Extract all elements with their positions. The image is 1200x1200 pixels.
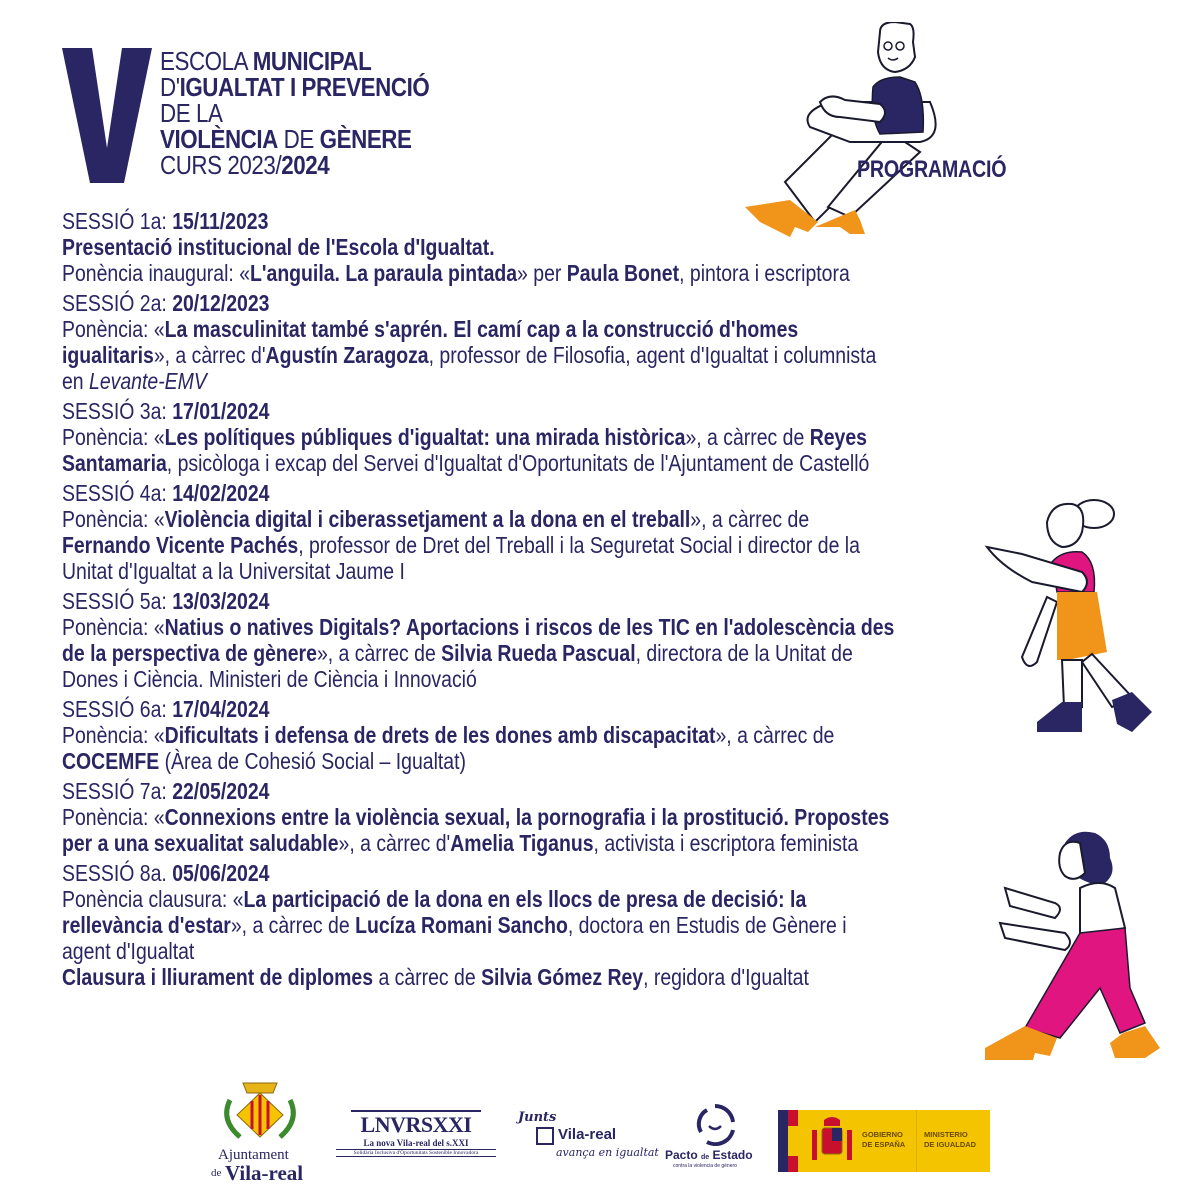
lnvrs-rule-bottom	[336, 1156, 496, 1157]
lnvrs-title: LNVRSXXI	[360, 1112, 472, 1137]
session-text-line	[62, 666, 1042, 692]
pacto-tagline: contra la violencia de género	[673, 1163, 737, 1169]
pacto-circle-icon	[693, 1102, 737, 1146]
text: , activista i escriptora feminista	[593, 830, 859, 856]
sitting-man-illustration	[730, 22, 1030, 237]
session-text-line	[62, 938, 1042, 964]
junts-vila-real-name: Vila-real	[558, 1126, 617, 1143]
session-heading	[62, 398, 1042, 424]
ajuntament-vila-real-logo	[211, 1075, 305, 1190]
session-3	[62, 398, 1042, 476]
text: a càrrec de	[373, 964, 482, 990]
session-text-line	[62, 614, 1042, 640]
ajuntament-prefix: de	[211, 1167, 222, 1179]
vila-real-label: Vila-real	[225, 1161, 304, 1185]
session-text-line	[62, 722, 1042, 748]
bold-text: Reyes	[809, 424, 867, 450]
session-date: 14/02/2024	[172, 480, 270, 506]
bold-text: Presentació institucional de l'Escola d'Igualtat.	[62, 234, 495, 260]
lnvrsxxi-logo	[336, 1110, 496, 1170]
lnvrs-tagline: Solidària Inclusiva d'Oportunitats Sostenible Innovadora	[353, 1150, 479, 1156]
text: », a càrrec de	[316, 640, 442, 666]
session-heading	[62, 778, 1042, 804]
bold-text: Natius o natives Digitals? Aportacions i riscos de les TIC en l'adolescència des	[164, 614, 895, 640]
session-2	[62, 290, 1042, 394]
text: Ponència: «	[62, 316, 165, 342]
session-date: 22/05/2024	[172, 778, 270, 804]
text: Ponència: «	[62, 804, 165, 830]
ajuntament-label: Ajuntament	[218, 1147, 289, 1163]
session-4	[62, 480, 1042, 584]
spain-coat-of-arms-icon	[810, 1116, 854, 1166]
text: Ponència: «	[62, 506, 165, 532]
session-date: 20/12/2023	[172, 290, 270, 316]
session-text-line	[62, 532, 1042, 558]
session-5	[62, 588, 1042, 692]
session-label: SESSIÓ 5a:	[62, 588, 173, 614]
session-text-line	[62, 368, 1042, 394]
bold-text: La participació de la dona en els llocs de presa de decisió: la	[243, 886, 807, 912]
session-heading	[62, 588, 1042, 614]
school-title	[160, 48, 429, 178]
text: Ponència: «	[62, 614, 165, 640]
gob-divider	[916, 1110, 917, 1172]
session-7	[62, 778, 1042, 856]
pacto-name: Pacto de Estado	[665, 1148, 753, 1162]
session-text-line	[62, 558, 1042, 584]
bold-text: La masculinitat també s'aprén. El camí cap a la construcció d'homes	[164, 316, 799, 342]
bold-text: Les polítiques públiques d'igualtat: una mirada històrica	[164, 424, 686, 450]
bold-text: Paula Bonet	[566, 260, 680, 286]
session-1	[62, 208, 1042, 286]
session-label: SESSIÓ 2a:	[62, 290, 173, 316]
bold-text: L'anguila. La paraula pintada	[250, 260, 518, 286]
session-date: 15/11/2023	[172, 208, 269, 234]
session-label: SESSIÓ 4a:	[62, 480, 173, 506]
text: », a càrrec de	[715, 722, 835, 748]
programacio-label: PROGRAMACIÓ	[857, 156, 1007, 183]
text: Ponència clausura: «	[62, 886, 244, 912]
bold-text: igualitaris	[62, 342, 154, 368]
session-label: SESSIÓ 8a.	[62, 860, 173, 886]
session-text-line	[62, 260, 1042, 286]
session-heading	[62, 290, 1042, 316]
session-text-line	[62, 506, 1042, 532]
text: Dones i Ciència. Ministeri de Ciència i Innovació	[62, 666, 477, 692]
bold-text: Silvia Rueda Pascual	[441, 640, 636, 666]
text: (Àrea de Cohesió Social – Igualtat)	[159, 748, 466, 774]
session-8	[62, 860, 1042, 990]
lnvrs-subtitle: La nova Vila-real del s.XXI	[363, 1138, 469, 1148]
coat-of-arms-icon	[215, 1075, 305, 1145]
session-text-line	[62, 316, 1042, 342]
bold-text: Violència digital i ciberassetjament a la dona en el treball	[164, 506, 691, 532]
text: Ponència: «	[62, 424, 165, 450]
text: Unitat d'Igualtat a la Universitat Jaume I	[62, 558, 405, 584]
text: », a càrrec de	[230, 912, 356, 938]
text: , regidora d'Igualtat	[643, 964, 809, 990]
session-text-line	[62, 830, 1042, 856]
session-heading	[62, 696, 1042, 722]
title-line-4: VIOLÈNCIA DE GÈNERE	[160, 124, 412, 154]
session-date: 17/01/2024	[172, 398, 270, 424]
bold-text: COCEMFE	[62, 748, 160, 774]
title-line-5: CURS 2023/2024	[160, 150, 330, 180]
session-text-line	[62, 748, 1042, 774]
text: Ponència inaugural: «	[62, 260, 251, 286]
session-text-line	[62, 804, 1042, 830]
ministerio-label: MINISTERIO DE IGUALDAD	[924, 1130, 977, 1149]
italic-text: Levante-EMV	[89, 368, 207, 394]
eu-flag-stripe	[778, 1110, 788, 1172]
sessions-list	[62, 208, 1042, 994]
session-text-line	[62, 342, 1042, 368]
session-label: SESSIÓ 3a:	[62, 398, 173, 424]
gobierno-label: GOBIERNO DE ESPAÑA	[862, 1130, 906, 1149]
session-text-line	[62, 424, 1042, 450]
session-text-line	[62, 234, 1042, 260]
session-text-line	[62, 640, 1042, 666]
session-text-line	[62, 450, 1042, 476]
session-date: 17/04/2024	[172, 696, 270, 722]
bold-text: Amelia Tiganus	[450, 830, 594, 856]
text: », a càrrec de	[685, 424, 810, 450]
title-line-1: ESCOLA MUNICIPAL	[160, 46, 372, 76]
title-line-3: DE LA	[160, 98, 223, 128]
text: Ponència: «	[62, 722, 165, 748]
session-date: 13/03/2024	[172, 588, 270, 614]
session-6	[62, 696, 1042, 774]
text: , doctora en Estudis de Gènere i	[567, 912, 847, 938]
bold-text: Lucíza Romani Sancho	[355, 912, 568, 938]
session-heading	[62, 860, 1042, 886]
gobierno-espana-logo	[778, 1110, 990, 1172]
session-text-line	[62, 886, 1042, 912]
text: », a càrrec d'	[338, 830, 451, 856]
title-line-2: D'IGUALTAT I PREVENCIÓ	[160, 72, 430, 102]
edition-v-glyph	[62, 48, 152, 183]
session-text-line	[62, 964, 1042, 990]
bold-text: Connexions entre la violència sexual, la pornografia i la prostitució. Propostes	[164, 804, 890, 830]
session-heading	[62, 208, 1042, 234]
session-label: SESSIÓ 1a:	[62, 208, 173, 234]
junts-vila-real-logo	[518, 1110, 658, 1170]
bold-text: Dificultats i defensa de drets de les dones amb discapacitat	[164, 722, 716, 748]
bold-text: per a una sexualitat saludable	[62, 830, 339, 856]
bold-text: Agustín Zaragoza	[265, 342, 429, 368]
pacto-de-estado-logo	[665, 1102, 765, 1172]
spain-flag-yellow-stripe	[788, 1126, 798, 1156]
text: en	[62, 368, 90, 394]
session-label: SESSIÓ 6a:	[62, 696, 173, 722]
bold-text: Santamaria	[62, 450, 167, 476]
sponsor-logos	[0, 1070, 1200, 1195]
text: » per	[517, 260, 567, 286]
text: , professor de Dret del Treball i la Seguretat Social i director de la	[298, 532, 860, 558]
text: , professor de Filosofia, agent d'Igualtat i columnista	[428, 342, 877, 368]
bold-text: Clausura i lliurament de diplomes	[62, 964, 374, 990]
text: , psicòloga i excap del Servei d'Igualtat d'Oportunitats de l'Ajuntament de Castelló	[166, 450, 870, 476]
session-label: SESSIÓ 7a:	[62, 778, 173, 804]
session-date: 05/06/2024	[172, 860, 270, 886]
text: », a càrrec de	[690, 506, 810, 532]
text: », a càrrec d'	[153, 342, 266, 368]
junts-tagline: avança en igualtat	[556, 1146, 659, 1159]
bold-text: rellevància d'estar	[62, 912, 231, 938]
bold-text: de la perspectiva de gènere	[62, 640, 317, 666]
bold-text: Fernando Vicente Pachés	[62, 532, 299, 558]
junts-label: Junts	[518, 1110, 557, 1125]
junts-square-icon	[536, 1127, 554, 1145]
bold-text: Silvia Gómez Rey	[481, 964, 644, 990]
text: , directora de la Unitat de	[635, 640, 853, 666]
session-heading	[62, 480, 1042, 506]
session-text-line	[62, 912, 1042, 938]
text: , pintora i escriptora	[679, 260, 850, 286]
text: agent d'Igualtat	[62, 938, 195, 964]
